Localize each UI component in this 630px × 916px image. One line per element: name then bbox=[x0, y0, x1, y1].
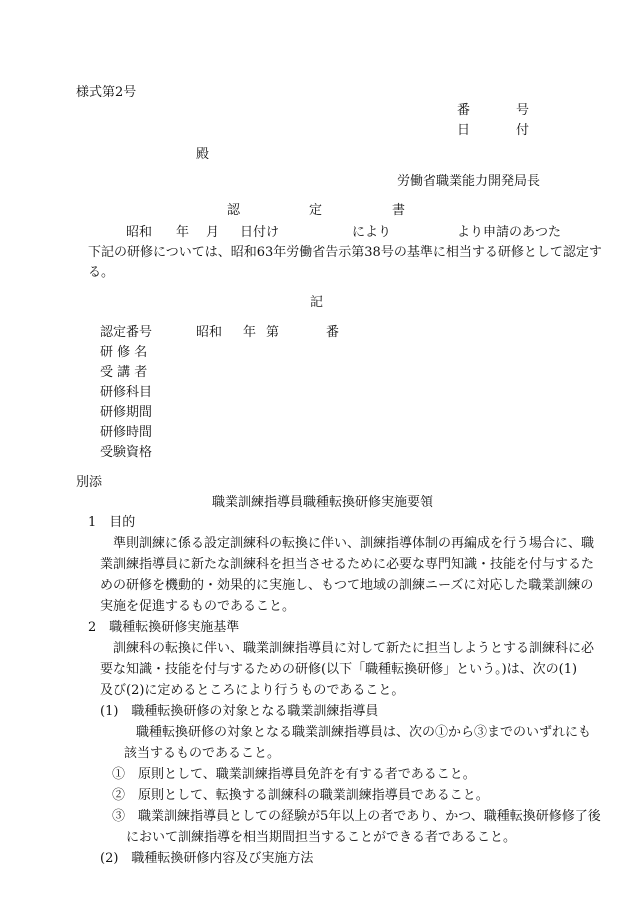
subsection-1-heading: (1) 職種転換研修の対象となる職業訓練指導員 bbox=[100, 704, 379, 719]
intro-month: 月 bbox=[206, 225, 220, 240]
addressee-suffix: 殿 bbox=[196, 147, 210, 162]
cert-number-ban: 番 bbox=[326, 325, 340, 340]
cert-number-dai: 第 bbox=[266, 325, 280, 340]
ki-label: 記 bbox=[310, 295, 324, 310]
title-char-nin: 認 bbox=[227, 203, 241, 218]
date-label-hi: 日 bbox=[457, 123, 471, 138]
section-1-heading: 1 目的 bbox=[88, 515, 136, 530]
title-char-tei: 定 bbox=[309, 203, 323, 218]
cert-number-year: 年 bbox=[243, 325, 257, 340]
subsection-1-item-1: ① 原則として、職業訓練指導員免許を有する者であること。 bbox=[112, 767, 476, 782]
number-label-go: 号 bbox=[516, 103, 530, 118]
section-1-line-4: 実施を促進するものであること。 bbox=[100, 599, 296, 614]
field-eligibility: 受験資格 bbox=[100, 445, 153, 460]
subsection-1-item-3-cont: において訓練指導を相当期間担当することができる者であること。 bbox=[126, 830, 517, 845]
attachment-label: 別添 bbox=[76, 475, 103, 490]
section-2-line-2: 要な知識・技能を付与するための研修(以下「職種転換研修」という。)は、次の(1) bbox=[100, 662, 578, 677]
subsection-1-line-2: 該当するものであること。 bbox=[124, 746, 281, 761]
intro-year: 年 bbox=[176, 225, 190, 240]
intro-line-2: 下記の研修については、昭和63年労働省告示第38号の基準に相当する研修として認定す bbox=[88, 245, 602, 260]
cert-number-label: 認定番号 bbox=[100, 325, 153, 340]
intro-request: より申請のあつた bbox=[457, 225, 562, 240]
section-2-line-1: 訓練科の転換に伴い、職業訓練指導員に対して新たに担当しようとする訓練科に必 bbox=[113, 641, 595, 656]
section-2-heading: 2 職種転換研修実施基準 bbox=[88, 620, 240, 635]
field-period: 研修期間 bbox=[100, 405, 153, 420]
section-1-line-1: 準則訓練に係る設定訓練科の転換に伴い、訓練指導体制の再編成を行う場合に、職 bbox=[113, 536, 595, 551]
subsection-2-heading: (2) 職種転換研修内容及び実施方法 bbox=[100, 851, 314, 866]
title-char-sho: 書 bbox=[392, 203, 406, 218]
field-course-name: 研 修 名 bbox=[100, 345, 148, 360]
field-hours: 研修時間 bbox=[100, 425, 153, 440]
intro-showa: 昭和 bbox=[126, 225, 153, 240]
field-trainee: 受 講 者 bbox=[100, 365, 148, 380]
intro-date: 日付け bbox=[240, 225, 280, 240]
attachment-title: 職業訓練指導員職種転換研修実施要領 bbox=[212, 495, 434, 510]
date-label-tsuke: 付 bbox=[516, 123, 530, 138]
form-number: 様式第2号 bbox=[76, 85, 137, 100]
section-1-line-2: 業訓練指導員に新たな訓練科を担当させるために必要な専門知識・技能を付与するた bbox=[100, 557, 595, 572]
section-1-line-3: めの研修を機動的・効果的に実施し、もつて地域の訓練ニーズに対応した職業訓練の bbox=[100, 578, 594, 593]
section-2-line-3: 及び(2)に定めるところにより行うものであること。 bbox=[100, 683, 405, 698]
issuer-name: 労働省職業能力開発局長 bbox=[397, 174, 541, 189]
number-label-ban: 番 bbox=[457, 103, 471, 118]
subsection-1-item-3: ③ 職業訓練指導員としての経験が5年以上の者であり、かつ、職種転換研修修了後 bbox=[112, 809, 601, 824]
intro-niyori: により bbox=[352, 225, 392, 240]
field-subject: 研修科目 bbox=[100, 385, 153, 400]
subsection-1-item-2: ② 原則として、転換する訓練科の職業訓練指導員であること。 bbox=[112, 788, 489, 803]
intro-line-3: る。 bbox=[88, 265, 115, 280]
cert-number-era: 昭和 bbox=[196, 325, 223, 340]
subsection-1-line-1: 職種転換研修の対象となる職業訓練指導員は、次の①から③までのいずれにも bbox=[136, 725, 592, 740]
